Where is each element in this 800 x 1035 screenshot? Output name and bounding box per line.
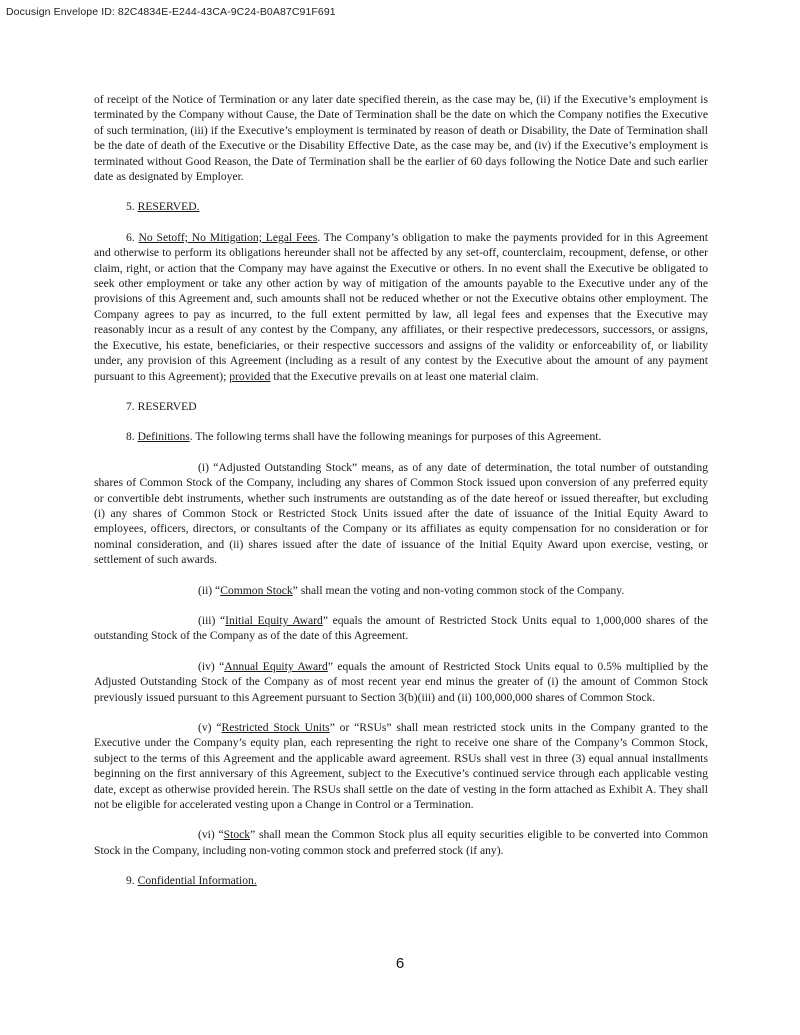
definition-prefix: (iv) “ <box>198 659 225 673</box>
section-9-number: 9. <box>126 874 138 888</box>
section-8-intro: . The following terms shall have the following meanings for purposes of this Agreement. <box>189 430 602 444</box>
definition-text: ” equals the amount of Restricted Stock Units equal to 1,000,000 shares of the outstanding Stock of the Company as of the date of this Agreement. <box>94 613 709 643</box>
section-9-title: Confidential Information. <box>137 874 257 888</box>
section-6-number: 6. <box>126 230 139 244</box>
termination-paragraph: of receipt of the Notice of Termination or any later date specified therein, as the case may be, (ii) if the Executive’s employment is terminated by the Company without Cause, the Date of Termination shall be the date on which the Company notifies the Executive of such termination, (iii) if the Executive’s employment is terminated by reason of death or Disability, the Date of Termination shall be the date of death of the Executive or the Disability Effective Date, as the case may be, and (iv) if the Executive’s employment is terminated without Good Reason, the Date of Termination shall be the earlier of 60 days following the Notice Date and such earlier date as designated by Employer. <box>94 93 708 184</box>
definition-prefix: (vi) “ <box>198 828 224 842</box>
section-6-body-b: that the Executive prevails on at least one material claim. <box>270 369 539 383</box>
section-6-title: No Setoff; No Mitigation; Legal Fees <box>138 230 318 244</box>
section-9 <box>94 873 708 888</box>
section-5 <box>94 199 708 214</box>
definition-prefix: (ii) “ <box>198 583 221 597</box>
definition-text: ” or “RSUs” shall mean restricted stock units in the Company granted to the Executive under the Company’s equity plan, each representing the right to receive one share of the Company’s Common Stock, subject to the terms of this Agreement and the applicable award agreement. RSUs shall vest in three (3) equal annual installments beginning on the first anniversary of this Agreement, subject to the Executive’s continued service through each applicable vesting date, except as otherwise provided herein. The RSUs shall settle on the date of vesting in the form attached as Exhibit A. They shall not be eligible for accelerated vesting upon a Change in Control or a Termination. <box>94 721 708 812</box>
section-6-body-a: . The Company’s obligation to make the payments provided for in this Agreement and otherwise to perform its obligations hereunder shall not be affected by any set-off, counterclaim, recoupment, defense, or other claim, right, or action that the Company may have against the Executive or others. In no event shall the Executive be obligated to seek other employment or take any other action by way of mitigation of the amounts payable to the Executive under any of the provisions of this Agreement and, such amounts shall not be reduced whether or not the Executive obtains other employment. The Company agrees to pay as incurred, to the full extent permitted by law, all legal fees and expenses that the Executive may reasonably incur as a result of any contest by the Company, any affiliates, or their respective predecessors, successors, or assigns, the Executive, his estate, beneficiaries, or their respective successors and assigns of the validity or enforceability of, or liability under, any provision of this Agreement (including as a result of any contest by the Executive about the amount of any payment pursuant to this Agreement); <box>94 230 708 383</box>
section-6 <box>94 230 708 384</box>
definition-prefix: (iii) “ <box>198 613 226 627</box>
definition-text: ” shall mean the voting and non-voting common stock of the Company. <box>292 583 625 597</box>
definition-term: Stock <box>223 828 251 842</box>
definition-prefix: (v) “ <box>198 721 222 734</box>
document-body <box>94 92 708 904</box>
page-number: 6 <box>395 955 405 972</box>
definition-text: ” shall mean the Common Stock plus all equity securities eligible to be converted into Common Stock in the Company, including non-voting common stock and preferred stock (if any). <box>94 828 708 857</box>
definition-common-stock <box>94 583 708 598</box>
envelope-id: Docusign Envelope ID: 82C4834E-E244-43CA-9C24-B0A87C91F691 <box>6 6 336 18</box>
definition-annual-equity-award <box>94 659 708 705</box>
definition-adjusted-outstanding-stock: (i) “Adjusted Outstanding Stock” means, as of any date of determination, the total number of outstanding shares of Common Stock of the Company, including any shares of Common Stock issued upon conversion of any preferred equity or convertible debt instruments, whether such instruments are outstanding as of the date hereof or issued thereafter, but excluding (i) any shares of Common Stock or Restricted Stock Units issued after the date of issuance of the Initial Equity Award to employees, officers, directors, or consultants of the Company or its affiliates as equity compensation for no consideration or for nominal consideration, and (ii) shares issued after the date of issuance of the Initial Equity Award upon exercise, vesting, or settlement of such awards. <box>94 460 708 567</box>
definition-restricted-stock-units <box>94 720 708 812</box>
section-5-number: 5. <box>126 200 138 214</box>
section-5-title: RESERVED. <box>137 200 200 214</box>
section-7: 7. RESERVED <box>126 399 197 413</box>
definition-term: Common Stock <box>220 583 293 597</box>
definition-text: ” equals the amount of Restricted Stock Units equal to 0.5% multiplied by the Adjusted Outstanding Stock of the Company as of most recent year end minus the greater of (i) the amount of Common Stock previously issued pursuant to this Agreement pursuant to Section 3(b)(iii) and (ii) 100,000,000 shares of Common Stock. <box>94 659 708 704</box>
definition-term: Initial Equity Award <box>225 613 323 627</box>
definition-term: Restricted Stock Units <box>221 721 330 734</box>
section-8 <box>94 429 708 444</box>
section-8-number: 8. <box>126 430 138 444</box>
section-8-title: Definitions <box>137 430 190 444</box>
definition-term: Annual Equity Award <box>224 659 328 673</box>
definition-stock <box>94 827 708 858</box>
definition-initial-equity-award <box>94 613 708 644</box>
section-6-provided: provided <box>229 369 271 383</box>
